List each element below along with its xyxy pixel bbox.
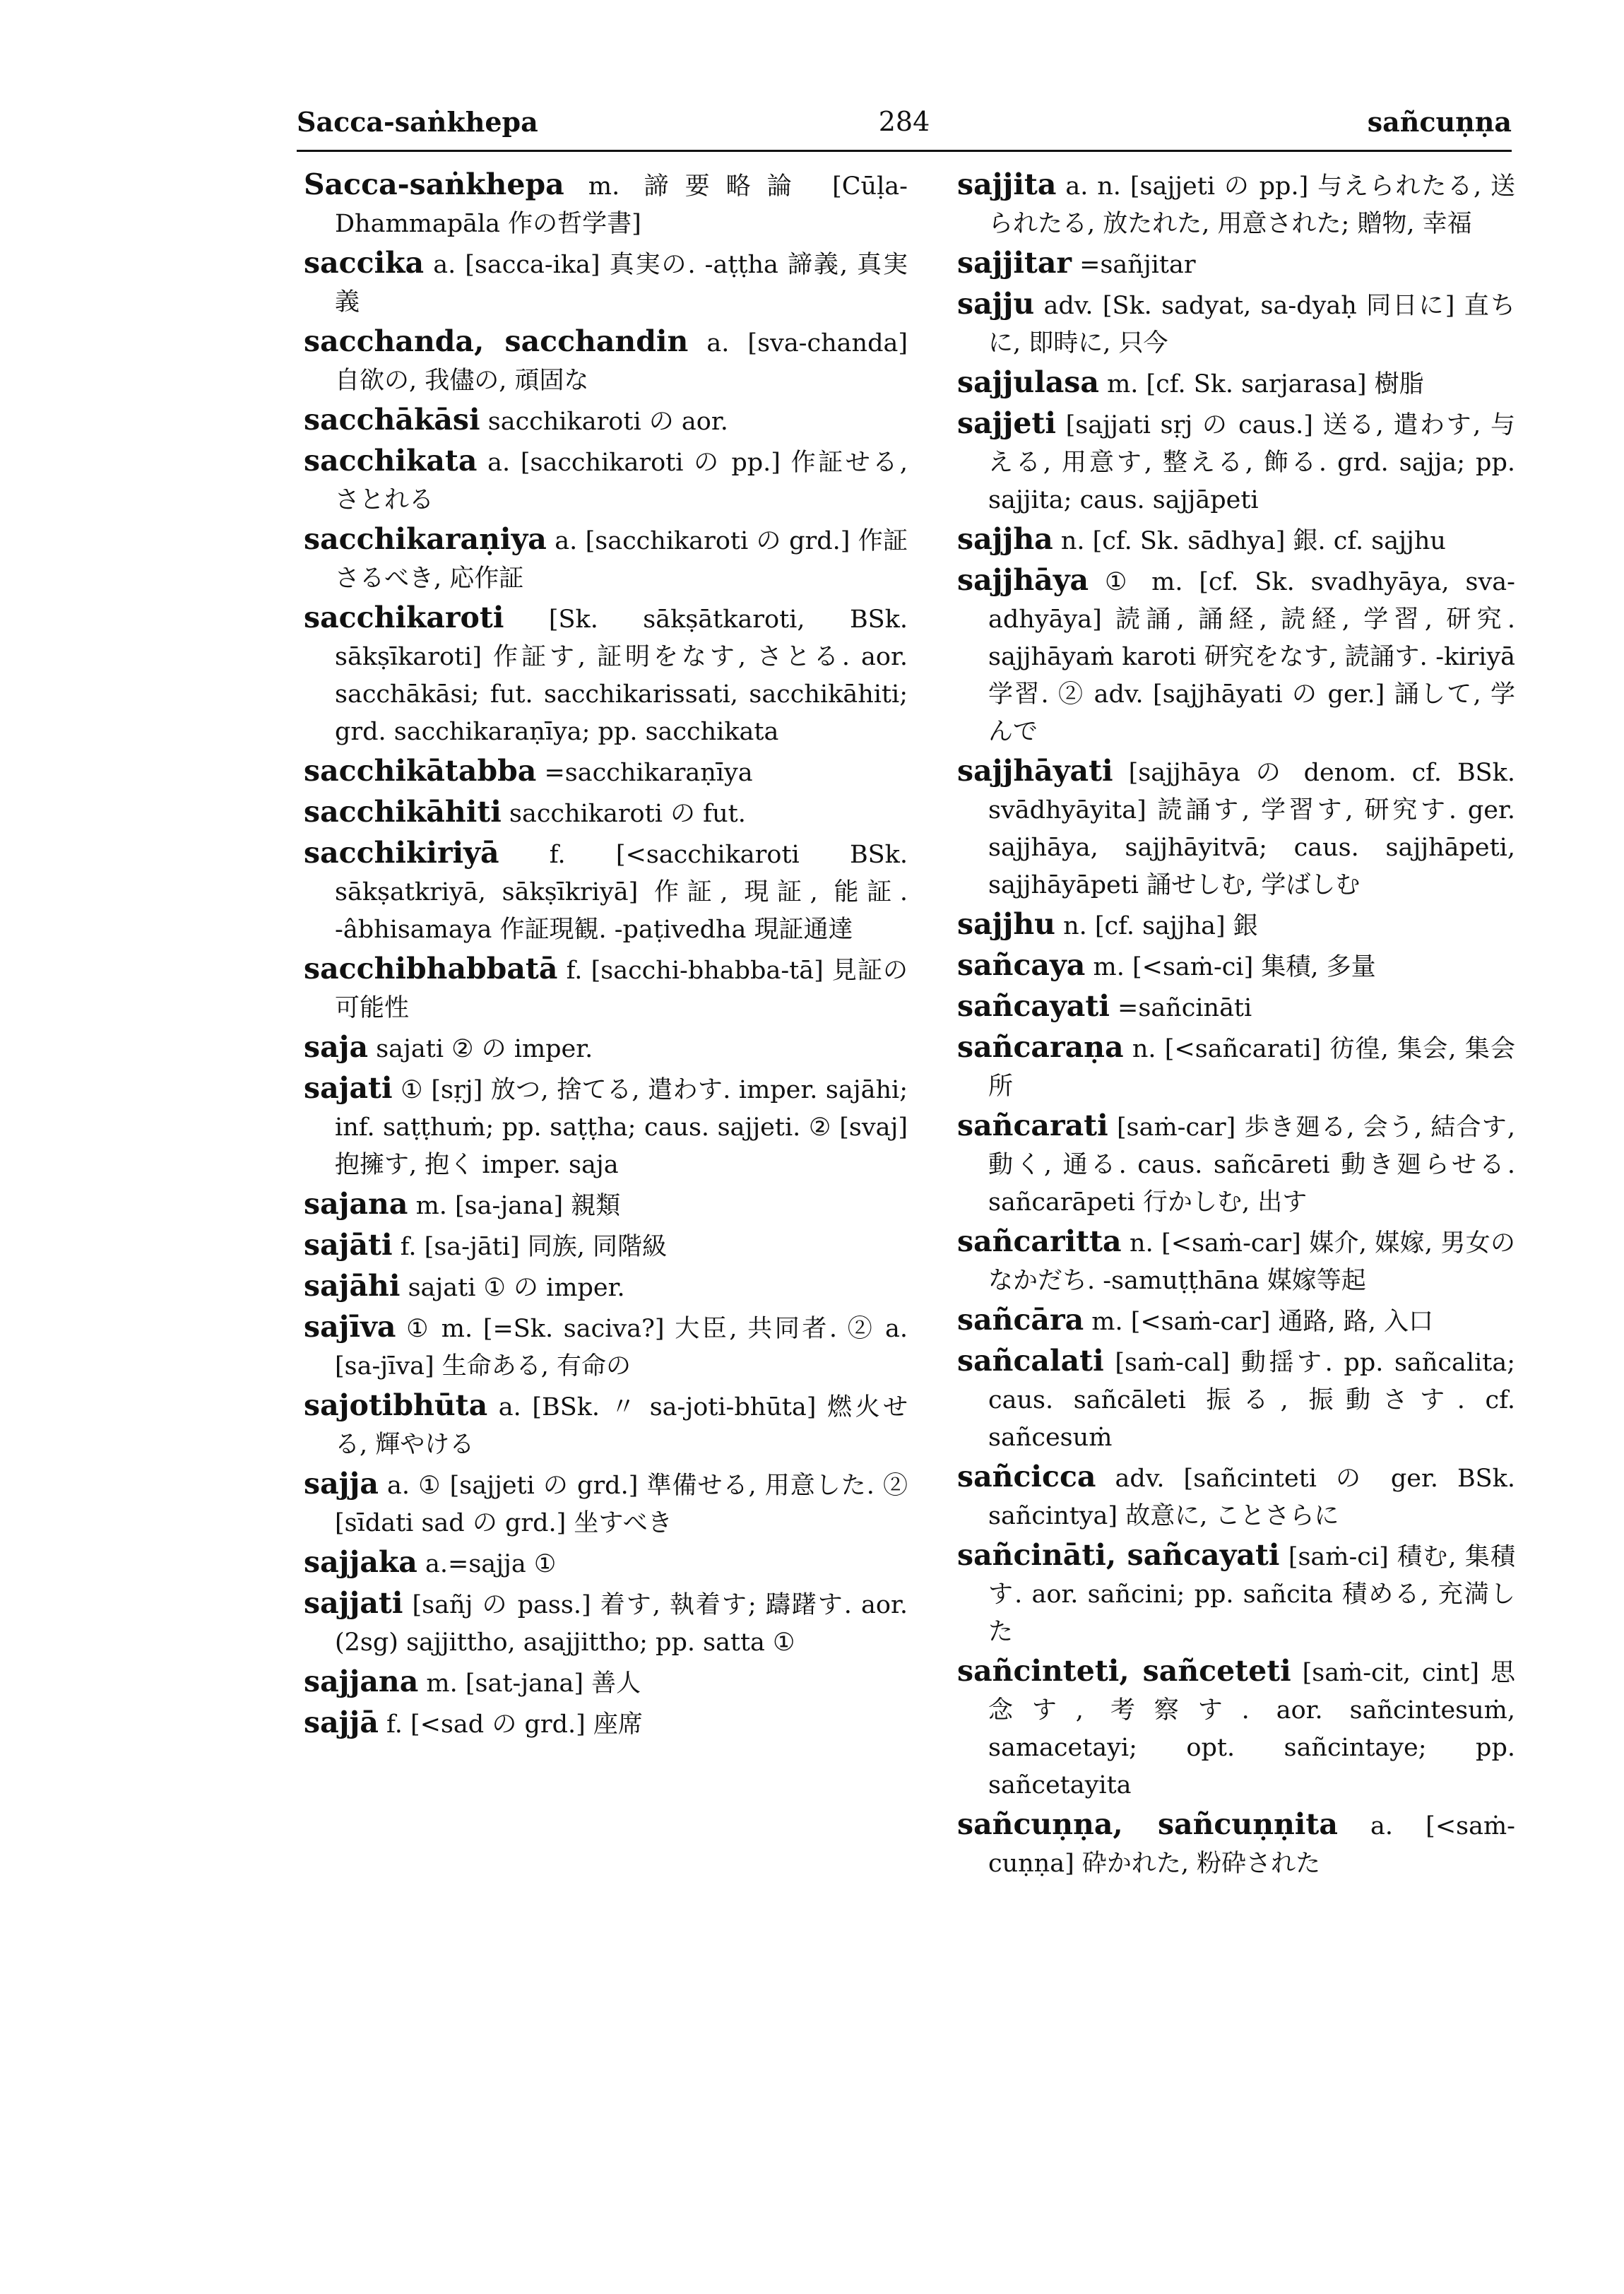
dictionary-entry [957,521,1515,560]
entry-headword: sajjitar [957,246,1072,280]
entry-definition: =sañjitar [1079,251,1196,279]
left-column [304,166,908,1745]
dictionary-entry [304,1704,908,1744]
entry-headword: sañcalati [957,1344,1104,1378]
entry-headword: sañcāra [957,1303,1084,1337]
dictionary-entry [304,166,908,243]
dictionary-entry [304,752,908,792]
entry-definition: a. n. [sajjeti の pp.] 与えられたる, 送られたる, 放たれた, 用意された; 贈物, 幸福 [988,172,1515,238]
dictionary-entry [304,1585,908,1662]
entry-definition: n. [<sañcarati] 彷徨, 集会, 集会所 [988,1035,1515,1101]
entry-definition: a. [sva-chanda] 自欲の, 我儘の, 頑固な [335,329,908,395]
dictionary-entry [957,1342,1515,1457]
entry-definition: [Sk. sākṣātkaroti, BSk. sākṣīkaroti] 作証す, 証明をなす, さとる. aor. sacchākāsi; fut. sacchikarissati, sacchikāhiti; grd. sacchikaraṇīya; pp. sacchikata [335,605,908,746]
entry-definition: sacchikaroti の aor. [487,408,728,436]
entry-headword: sajju [957,287,1035,321]
entry-definition: adv. [sañcinteti の ger. BSk. sañcintya] 故意に, ことさらに [988,1465,1515,1530]
page-header [297,106,1512,148]
dictionary-entry [957,1107,1515,1222]
entry-definition: n. [<saṁ-car] 媒介, 媒嫁, 男女のなかだち. -samuṭṭhāna 媒嫁等起 [988,1229,1515,1295]
dictionary-entry [957,166,1515,243]
entry-headword: sajjaka [304,1545,417,1579]
entry-definition: [saṁ-cal] 動揺す. pp. sañcalita; caus. sañcāleti 振る, 振動さす. cf. sañcesuṁ [988,1349,1515,1452]
dictionary-entry [304,1029,908,1068]
entry-definition: [sajjhāya の denom. cf. BSk. svādhyāyita] 読誦す, 学習す, 研究す. ger. sajjhāya, sajjhāyitvā; caus. sajjhāpeti, sajjhāyāpeti 誦せしむ, 学ばしむ [988,759,1515,899]
entry-definition: m. [<saṁ-car] 通路, 路, 入口 [1091,1308,1434,1336]
dictionary-entry [957,988,1515,1027]
entry-headword: sajjulasa [957,365,1099,399]
entry-definition: a.=sajja ① [425,1550,557,1578]
entry-definition: f. [<sad の grd.] 座席 [386,1710,643,1739]
dictionary-entry [957,244,1515,284]
entry-definition: sajati ① の imper. [408,1274,625,1302]
dictionary-entry [304,1663,908,1703]
dictionary-entry [304,1267,908,1307]
entry-headword: sañcayati [957,989,1110,1023]
dictionary-entry [957,1223,1515,1300]
dictionary-entry [957,906,1515,945]
entry-definition: ① m. [=Sk. saciva?] 大臣, 共同者. ② a. [sa-jīva] 生命ある, 有命の [335,1315,908,1380]
dictionary-entry [957,1537,1515,1651]
entry-definition: sajati ② の imper. [376,1035,593,1063]
entry-definition: m. [cf. Sk. sarjarasa] 樹脂 [1107,370,1424,398]
entry-definition: a. [<saṁ-cuṇṇa] 砕かれた, 粉砕された [988,1812,1515,1878]
entry-definition: f. [sa-jāti] 同族, 同階級 [400,1233,667,1261]
dictionary-entry [304,401,908,441]
entry-headword: sajjha [957,522,1053,556]
entry-definition: ① [sṛj] 放つ, 捨てる, 遣わす. imper. sajāhi; inf. saṭṭhuṁ; pp. saṭṭha; caus. sajjeti. ② [svaj] 抱擁す, 抱く imper. saja [335,1076,908,1179]
entry-definition: a. [sacca-ika] 真実の. -aṭṭha 諦義, 真実義 [335,251,908,317]
header-right-guide-word: sañcuṇṇa [1367,106,1512,138]
entry-headword: sajāti [304,1228,393,1262]
entry-headword: sajāhi [304,1269,401,1303]
entry-definition: n. [cf. Sk. sādhya] 銀. cf. sajjhu [1060,527,1446,555]
entry-definition: m. 諦要略論 [Cūḷa-Dhammapāla 作の哲学書] [335,172,908,238]
dictionary-entry [304,1544,908,1583]
entry-definition: [sañj の pass.] 着す, 執着す; 躊躇す. aor. (2sg) sajjittho, asajjittho; pp. satta ① [335,1591,908,1657]
dictionary-entry [957,364,1515,403]
dictionary-entry [957,947,1515,986]
entry-definition: m. [<saṁ-ci] 集積, 多量 [1093,953,1376,981]
dictionary-entry [957,1652,1515,1804]
entry-headword: sajotibhūta [304,1388,488,1422]
dictionary-entry [957,1301,1515,1341]
dictionary-entry [957,752,1515,904]
entry-headword: sajjita [957,167,1057,201]
dictionary-entry [304,323,908,400]
dictionary-entry [304,834,908,949]
dictionary-entry [304,950,908,1027]
entry-headword: saja [304,1030,369,1064]
entry-definition: m. [sat-jana] 善人 [426,1669,641,1698]
dictionary-entry [957,285,1515,362]
entry-definition: a. ① [sajjeti の grd.] 準備せる, 用意した. ② [sīdati sad の grd.] 坐すべき [335,1472,908,1537]
entry-definition: [saṁ-ci] 積む, 集積す. aor. sañcini; pp. sañcita 積める, 充満した [988,1543,1515,1646]
entry-definition: sacchikaroti の fut. [509,800,746,828]
entry-definition: adv. [Sk. sadyat, sa-dyaḥ 同日に] 直ちに, 即時に, 只今 [988,292,1515,357]
dictionary-entry [957,1806,1515,1883]
entry-definition: m. [sa-jana] 親類 [415,1192,621,1220]
entry-headword: sacchikaraṇiya [304,522,547,556]
entry-headword: sajana [304,1187,408,1221]
page-number: 284 [878,106,930,137]
dictionary-entry [957,1029,1515,1106]
right-column [957,166,1515,1884]
entry-headword: Sacca-saṅkhepa [304,167,564,201]
dictionary-entry [957,405,1515,519]
dictionary-entry [304,1070,908,1184]
entry-headword: sacchikata [304,444,478,478]
entry-headword: sacchikaroti [304,601,504,634]
dictionary-entry [957,1458,1515,1535]
dictionary-entry [304,442,908,519]
dictionary-entry [304,793,908,833]
entry-definition: ① m. [cf. Sk. svadhyāya, sva-adhyāya] 読誦, 誦経, 読経, 学習, 研究. sajjhāyaṁ karoti 研究をなす, 読誦す. -kiriyā 学習. ② adv. [sajjhāyati の ger.] 誦して, 学んで [988,568,1515,746]
entry-headword: sajjhu [957,907,1055,941]
header-rule [297,150,1512,152]
entry-headword: sañcicca [957,1460,1096,1494]
entry-headword: sacchibhabbatā [304,952,558,986]
entry-headword: sacchikātabba [304,754,537,788]
dictionary-entry [304,1186,908,1225]
entry-headword: sañcarati [957,1108,1108,1142]
entry-headword: sajati [304,1071,393,1105]
entry-definition: f. [<sacchikaroti BSk. sākṣatkriyā, sākṣīkriyā] 作証, 現証, 能証. -âbhisamaya 作証現観. -paṭivedha 現証通達 [335,841,908,944]
entry-definition: =sañcināti [1118,994,1252,1022]
entry-headword: sacchanda, sacchandin [304,324,689,358]
entry-headword: sañcaritta [957,1224,1122,1258]
entry-headword: sañcaraṇa [957,1030,1124,1064]
entry-headword: sajjhāyati [957,754,1113,788]
entry-headword: sajjā [304,1705,379,1739]
entry-headword: sañcinteti, sañceteti [957,1654,1291,1688]
entry-headword: sacchikiriyā [304,836,499,870]
entry-definition: [sajjati sṛj の caus.] 送る, 遣わす, 与える, 用意す, 整える, 飾る. grd. sajja; pp. sajjita; caus. sajjāpeti [988,411,1515,514]
entry-headword: sañcināti, sañcayati [957,1538,1280,1572]
entry-headword: sajjati [304,1586,403,1620]
entry-definition: a. [BSk. 〃 sa-joti-bhūta] 燃火せる, 輝やける [335,1393,908,1459]
entry-headword: sacchikāhiti [304,795,502,829]
entry-headword: sacchākāsi [304,403,480,437]
entry-headword: sañcuṇṇa, sañcuṇṇita [957,1807,1338,1841]
entry-definition: n. [cf. sajjha] 銀 [1063,912,1258,940]
dictionary-entry [304,1387,908,1464]
header-left-guide-word: Sacca-saṅkhepa [297,106,538,138]
entry-headword: sajja [304,1467,379,1501]
dictionary-entry [304,1226,908,1266]
entry-headword: sajjhāya [957,563,1089,597]
entry-definition: a. [sacchikaroti の pp.] 作証せる, さとれる [335,449,908,514]
dictionary-entry [304,521,908,598]
dictionary-entry [304,1308,908,1385]
dictionary-entry [957,562,1515,751]
entry-headword: sañcaya [957,948,1086,982]
entry-definition: f. [sacchi-bhabba-tā] 見証の可能性 [335,957,908,1022]
entry-definition: [saṁ-cit, cint] 思念す, 考察す. aor. sañcintesuṁ, samacetayi; opt. sañcintaye; pp. sañcetayita [988,1659,1515,1799]
entry-headword: sajīva [304,1310,396,1344]
dictionary-entry [304,1465,908,1542]
entry-definition: =sacchikaraṇīya [544,759,753,787]
entry-definition: [saṁ-car] 歩き廻る, 会う, 結合す, 動く, 通る. caus. sañcāreti 動き廻らせる. sañcarāpeti 行かしむ, 出す [988,1113,1515,1217]
entry-definition: a. [sacchikaroti の grd.] 作証さるべき, 応作証 [335,527,908,593]
dictionary-entry [304,244,908,321]
dictionary-entry [304,599,908,751]
entry-headword: saccika [304,246,425,280]
entry-headword: sajjana [304,1665,419,1698]
entry-headword: sajjeti [957,406,1056,440]
